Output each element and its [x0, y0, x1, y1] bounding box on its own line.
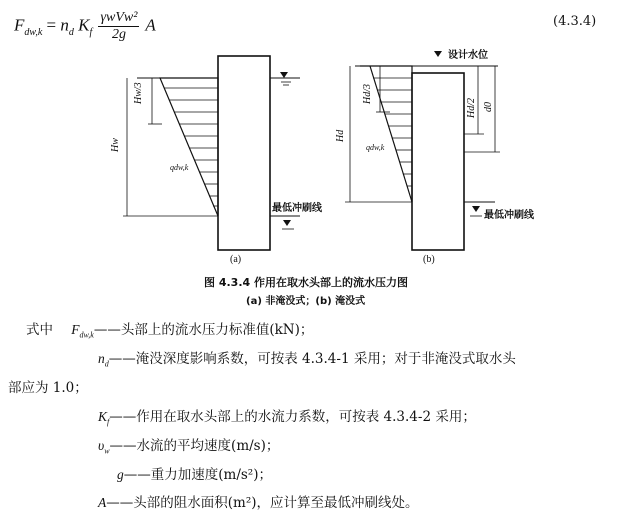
panel-b-scour-icon	[470, 206, 482, 216]
panel-b-label-design-level: 设计水位	[448, 50, 488, 61]
definition-a	[98, 491, 419, 511]
figure-subcaption: (a) 非淹没式；(b) 淹没式	[246, 296, 366, 307]
panel-a-label-q: qdw,k	[170, 163, 189, 172]
panel-a-label-hw: Hw	[110, 138, 121, 152]
definition-vw-subscript: w	[104, 446, 110, 456]
definition-nd	[98, 347, 516, 369]
formula-equals: =	[46, 15, 57, 35]
definition-kf	[98, 405, 476, 427]
definition-nd-continuation: 部应为 1.0；	[8, 380, 88, 396]
definition-g-text: ——重力加速度(m/s²)；	[123, 467, 272, 483]
formula-fraction	[98, 10, 139, 43]
panel-b-label-hd2: Hd/2	[466, 98, 477, 118]
definition-a-symbol: A	[98, 495, 107, 510]
panel-b-tag: (b)	[423, 254, 435, 265]
definition-kf-subscript: f	[107, 417, 110, 427]
panel-b-label-d0: d0	[483, 102, 494, 112]
formula-numerator: γwVw²	[100, 10, 138, 25]
definition-f	[26, 318, 313, 340]
definition-vw	[98, 434, 279, 456]
panel-a-intake-head	[218, 56, 270, 250]
panel-a	[110, 56, 323, 265]
panel-b-design-level-icon	[434, 51, 442, 57]
definition-vw-text: ——水流的平均速度(m/s)；	[109, 438, 280, 454]
formula-lhs: F	[14, 15, 25, 35]
definition-kf-text: ——作用在取水头部上的水流力系数，可按表 4.3.4-2 采用；	[109, 409, 476, 425]
definition-intro: 式中	[26, 322, 53, 338]
definition-a-text: ——头部的阻水面积(m²)，应计算至最低冲刷线处。	[106, 495, 419, 511]
panel-a-tag: (a)	[230, 254, 242, 265]
definition-nd-symbol: n	[98, 351, 105, 366]
formula-area: A	[145, 15, 156, 35]
flow-pressure-figure	[0, 40, 629, 315]
formula-denominator: 2g	[111, 27, 126, 42]
definition-kf-symbol: K	[98, 409, 108, 424]
panel-a-scour-icon	[282, 220, 294, 229]
definition-f-text: ——头部上的流水压力标准值(kN)；	[93, 322, 314, 338]
panel-a-label-hw3: Hw/3	[133, 82, 144, 104]
definition-vw-symbol: υ	[98, 438, 105, 453]
formula	[14, 10, 156, 43]
panel-b-label-scour: 最低冲刷线	[484, 210, 534, 221]
panel-a-label-scour: 最低冲刷线	[272, 203, 322, 214]
panel-b-intake-head	[412, 73, 464, 250]
definition-g	[117, 463, 272, 483]
formula-k: K	[78, 15, 90, 35]
figure-caption: 图 4.3.4 作用在取水头部上的流水压力图	[204, 276, 408, 289]
panel-b-label-hd: Hd	[335, 129, 346, 142]
formula-coef: n	[60, 15, 69, 35]
formula-lhs-sub: dw,k	[24, 26, 43, 38]
formula-coef-sub: d	[68, 26, 74, 38]
equation-number: (4.3.4)	[553, 14, 597, 29]
definition-f-subscript: dw,k	[79, 330, 94, 340]
panel-b	[335, 48, 535, 265]
definition-f-symbol: F	[71, 322, 80, 337]
panel-b-label-q: qdw,k	[366, 143, 385, 152]
definition-g-symbol: g	[117, 467, 124, 482]
definition-nd-text: ——淹没深度影响系数，可按表 4.3.4-1 采用；对于非淹没式取水头	[108, 351, 516, 367]
definition-nd-subscript: d	[104, 359, 109, 369]
panel-b-label-hd3: Hd/3	[362, 84, 373, 104]
formula-k-sub: f	[89, 26, 93, 38]
panel-a-pressure-diagram	[160, 78, 218, 216]
